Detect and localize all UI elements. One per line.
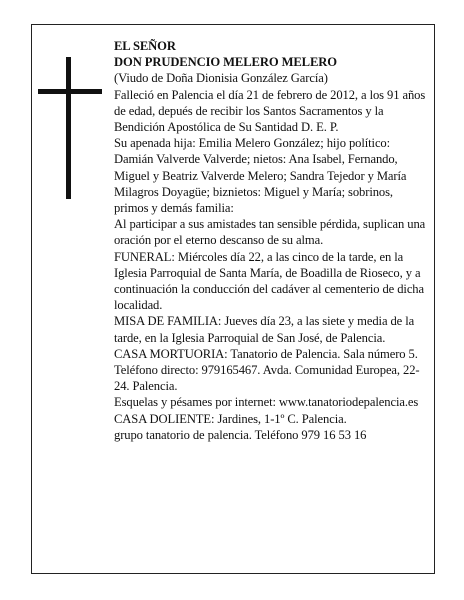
mortuary-paragraph: CASA MORTUORIA: Tanatorio de Palencia. Sala número 5. Teléfono directo: 979165467. Avda. Comunidad Europea, 22-24. Palencia. [114, 346, 420, 394]
cross-horizontal-bar [38, 89, 102, 94]
cross-icon [38, 57, 102, 199]
mourning-house-line: CASA DOLIENTE: Jardines, 1-1º C. Palencia. [114, 411, 347, 426]
deceased-name: DON PRUDENCIO MELERO MELERO [114, 55, 337, 70]
funeral-home-line: grupo tanatorio de palencia. Teléfono 979 16 53 16 [114, 427, 367, 442]
death-paragraph: Falleció en Palencia el día 21 de febrero de 2012, a los 91 años de edad, depués de recibir los Santos Sacramentos y la Bendición Apostólica de Su Santidad D. E. P. [114, 87, 426, 135]
widower-of-line: (Viudo de Doña Dionisia González García) [114, 71, 328, 86]
request-paragraph: Al participar a sus amistades tan sensible pérdida, suplican una oración por el eterno descanso de su alma. [114, 217, 426, 248]
funeral-paragraph: FUNERAL: Miércoles día 22, a las cinco de la tarde, en la Iglesia Parroquial de Santa María, de Boadilla de Rioseco, y a continuación la conducción del cadáver al cementerio de dicha localidad. [114, 249, 424, 313]
family-paragraph: Su apenada hija: Emilia Melero González; hijo político: Damián Valverde Valverde; nietos: Ana Isabel, Fernando, Miguel y Beatriz Valverde Melero; Sandra Tejedor y María Milagros Doyagüe; biznietos: Miguel y María; sobrinos, primos y demás familia: [114, 136, 407, 216]
cross-vertical-bar [66, 57, 71, 199]
family-mass-paragraph: MISA DE FAMILIA: Jueves día 23, a las siete y media de la tarde, en la Iglesia Parroquial de San José, de Palencia. [114, 314, 415, 345]
obituary-text [114, 38, 428, 443]
condolences-paragraph: Esquelas y pésames por internet: www.tanatoriodepalencia.es [114, 395, 419, 410]
title-line-1: EL SEÑOR [114, 39, 176, 53]
